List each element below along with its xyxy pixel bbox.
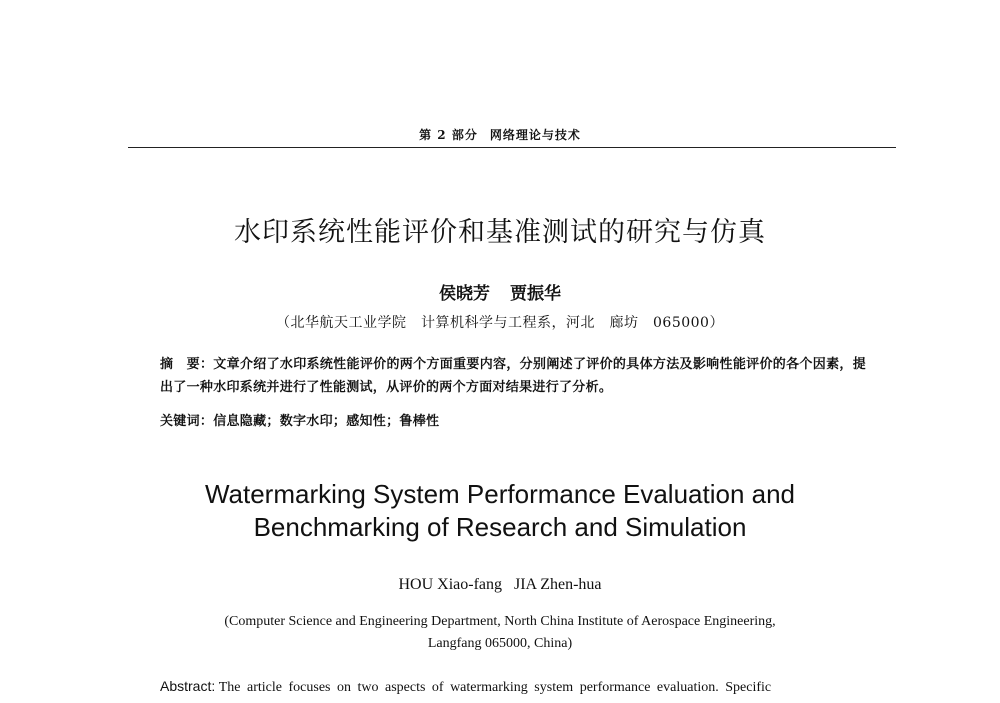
chinese-authors: [0, 279, 1000, 304]
chinese-affiliation: （北华航天工业学院 计算机科学与工程系，河北 廊坊 065000）: [276, 315, 724, 331]
chinese-keywords: [160, 410, 866, 429]
english-affiliation-line-2: Langfang 065000, China): [427, 636, 573, 651]
english-title: [0, 478, 1000, 544]
english-abstract: [160, 678, 866, 696]
chinese-abstract-text: 文章介绍了水印系统性能评价的两个方面重要内容，分别阐述了评价的具体方法及影响性能评价的各个因素，提出了一种水印系统并进行了性能测试，从评价的两个方面对结果进行了分析。: [160, 357, 867, 395]
header-rule: [128, 147, 896, 148]
english-author-2: JIA Zhen-hua: [514, 576, 602, 593]
chinese-abstract-label: 摘 要：: [160, 357, 214, 372]
chinese-author-2: 贾振华: [510, 284, 561, 304]
english-abstract-text: The article focuses on two aspects of watermarking system performance evaluation. Specific: [218, 680, 772, 695]
english-affiliation: [0, 611, 1000, 655]
english-title-line-1: Watermarking System Performance Evaluation and: [204, 479, 796, 509]
chinese-keywords-text: 信息隐藏；数字水印；感知性；鲁棒性: [213, 414, 440, 429]
running-header: [0, 126, 1000, 143]
english-authors: [0, 576, 1000, 594]
chinese-author-1: 侯晓芳: [439, 284, 490, 304]
english-title-line-2: Benchmarking of Research and Simulation: [253, 512, 747, 542]
chinese-abstract: [160, 353, 866, 399]
running-header-section: 网络理论与技术: [489, 128, 581, 142]
english-abstract-label: Abstract:: [160, 678, 216, 694]
chinese-keywords-label: 关键词：: [160, 414, 214, 429]
running-header-part: 第 2 部分: [419, 128, 478, 142]
chinese-title: 水印系统性能评价和基准测试的研究与仿真: [234, 217, 766, 248]
english-author-1: HOU Xiao-fang: [398, 576, 502, 593]
english-affiliation-line-1: (Computer Science and Engineering Department, North China Institute of Aerospace Engineering,: [224, 614, 776, 629]
